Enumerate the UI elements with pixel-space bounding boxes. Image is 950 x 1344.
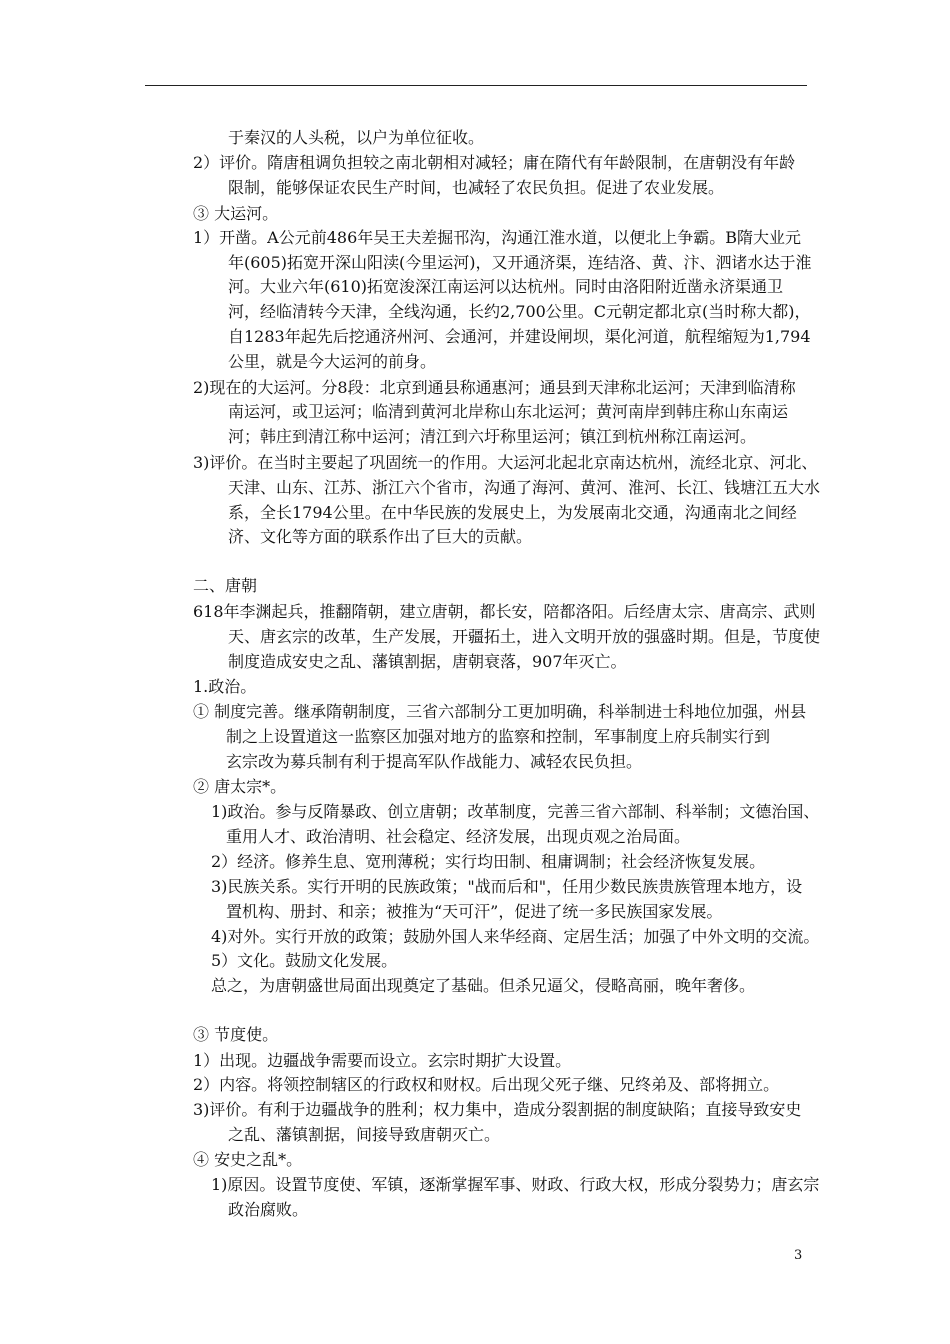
- text-line: 3)评价。在当时主要起了巩固统一的作用。大运河北起北京南达杭州，流经北京、河北、: [193, 453, 818, 472]
- text-line: 之乱、藩镇割据，间接导致唐朝灭亡。: [228, 1125, 501, 1144]
- text-line: 3)民族关系。实行开明的民族政策；"战而后和"，任用少数民族贵族管理本地方，设: [211, 877, 803, 896]
- text-line: ③ 大运河。: [193, 204, 279, 223]
- text-line: ② 唐太宗*。: [193, 777, 287, 796]
- text-line: 2）评价。隋唐租调负担较之南北朝相对减轻；庸在隋代有年龄限制，在唐朝没有年龄: [193, 153, 796, 172]
- text-line: 制之上设置道这一监察区加强对地方的监察和控制，军事制度上府兵制实行到: [226, 727, 771, 746]
- text-line: 公里，就是今大运河的前身。: [228, 352, 437, 371]
- text-line: 天津、山东、江苏、浙江六个省市，沟通了海河、黄河、淮河、长江、钱塘江五大水: [228, 478, 821, 497]
- text-line: ① 制度完善。继承隋朝制度，三省六部制分工更加明确，科举制进士科地位加强，州县: [193, 702, 807, 721]
- section-heading: 二、唐朝: [193, 576, 258, 595]
- header-rule: [145, 85, 807, 86]
- text-line: 4)对外。实行开放的政策；鼓励外国人来华经商、定居生活；加强了中外文明的交流。: [211, 927, 820, 946]
- text-line: 河；韩庄到清江称中运河；清江到六圩称里运河；镇江到杭州称江南运河。: [228, 427, 757, 446]
- text-line: 置机构、册封、和亲；被推为“天可汗”，促进了统一多民族国家发展。: [226, 902, 723, 921]
- text-line: 1)政治。参与反隋暴政、创立唐朝；改革制度，完善三省六部制、科举制；文德治国、: [211, 802, 820, 821]
- text-line: 系，全长1794公里。在中华民族的发展史上，为发展南北交通，沟通南北之间经: [228, 503, 797, 522]
- text-line: 天、唐玄宗的改革，生产发展，开疆拓土，进入文明开放的强盛时期。但是，节度使: [228, 627, 821, 646]
- text-line: 政治腐败。: [228, 1200, 309, 1219]
- text-line: 1)原因。设置节度使、军镇，逐渐掌握军事、财政、行政大权，形成分裂势力；唐玄宗: [211, 1175, 820, 1194]
- text-line: 自1283年起先后挖通济州河、会通河，并建设闸坝，渠化河道，航程缩短为1,794: [228, 327, 811, 346]
- text-line: 1）开凿。A公元前486年吴王夫差掘邗沟，沟通江淮水道，以便北上争霸。B隋大业元: [193, 228, 802, 247]
- text-line: 总之，为唐朝盛世局面出现奠定了基础。但杀兄逼父，侵略高丽，晚年奢侈。: [211, 976, 756, 995]
- subsection-heading: 1.政治。: [193, 677, 257, 696]
- text-line: ③ 节度使。: [193, 1025, 279, 1044]
- text-line: 5）文化。鼓励文化发展。: [211, 951, 398, 970]
- text-line: 2）内容。将领控制辖区的行政权和财权。后出现父死子继、兄终弟及、部将拥立。: [193, 1075, 780, 1094]
- text-line: 玄宗改为募兵制有利于提高军队作战能力、减轻农民负担。: [226, 752, 643, 771]
- text-line: 2）经济。修养生息、宽刑薄税；实行均田制、租庸调制；社会经济恢复发展。: [211, 852, 766, 871]
- text-line: 1）出现。边疆战争需要而设立。玄宗时期扩大设置。: [193, 1051, 572, 1070]
- text-line: 济、文化等方面的联系作出了巨大的贡献。: [228, 527, 533, 546]
- text-line: 河。大业六年(610)拓宽浚深江南运河以达杭州。同时由洛阳附近凿永济渠通卫: [228, 277, 784, 296]
- text-line: 618年李渊起兵，推翻隋朝，建立唐朝，都长安，陪都洛阳。后经唐太宗、唐高宗、武则: [193, 602, 816, 621]
- text-line: 重用人才、政治清明、社会稳定、经济发展，出现贞观之治局面。: [226, 827, 691, 846]
- text-line: 河，经临清转今天津，全线沟通，长约2,700公里。C元朝定都北京(当时称大都)，: [228, 302, 811, 321]
- text-line: 于秦汉的人头税，以户为单位征收。: [228, 128, 485, 147]
- text-line: 3)评价。有利于边疆战争的胜利；权力集中，造成分裂割据的制度缺陷；直接导致安史: [193, 1100, 802, 1119]
- text-line: ④ 安史之乱*。: [193, 1150, 303, 1169]
- text-line: 限制，能够保证农民生产时间，也减轻了农民负担。促进了农业发展。: [228, 178, 725, 197]
- text-line: 2)现在的大运河。分8段：北京到通县称通惠河；通县到天津称北运河；天津到临清称: [193, 378, 796, 397]
- page-number: 3: [794, 1248, 803, 1263]
- text-line: 制度造成安史之乱、藩镇割据，唐朝衰落，907年灭亡。: [228, 652, 627, 671]
- text-line: 南运河，或卫运河；临清到黄河北岸称山东北运河；黄河南岸到韩庄称山东南运: [228, 402, 789, 421]
- text-line: 年(605)拓宽开深山阳渎(今里运河)，又开通济渠，连结洛、黄、汴、泗诸水达于淮: [228, 253, 812, 272]
